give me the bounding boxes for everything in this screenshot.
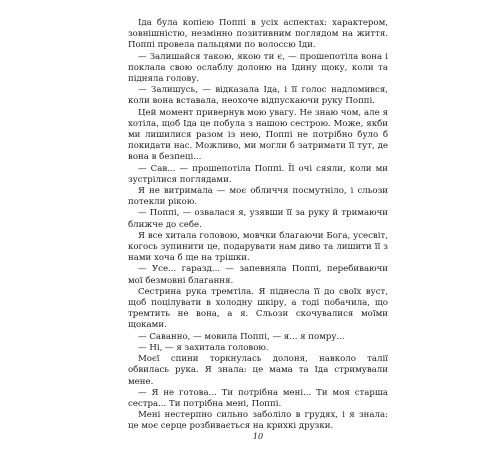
paragraph: Іда була копією Поппі в усіх аспектах: характером, зовнішністю, незмінно позитивним поглядом на життя. Поппі провела пальцями по волоссю Іди. (128, 18, 388, 51)
paragraph: Я все хитала головою, мовчки благаючи Бога, усесвіт, когось зупинити це, подарувати нам диво та лишити її з нами хоча б ще на трішки. (128, 230, 388, 264)
paragraph: — Саванно, — мовила Поппі, — я... я помру... (138, 331, 345, 342)
page-number: 10 (252, 432, 264, 441)
paragraph: — Поппі, — озвалася я, узявши її за руку й тримаючи ближче до себе. (128, 208, 388, 230)
paragraph: — Сав... — прошепотіла Поппі. Її очі сяяли, коли ми зустрілися поглядами. (128, 163, 388, 185)
paragraph: Я не витримала — моє обличчя посмутніло, і сльози потекли рікою. (128, 186, 388, 208)
paragraph: Цей момент привернув мою увагу. Не знаю чом, але я хотіла, щоб Іда це побула з нашою сестрою. Може, якби ми лишилися разом із нею, Поппі не потрібно було б покидати нас. Можливо, ми могли б затримати її тут, де вона в безпеці... (128, 107, 388, 163)
text-body (128, 18, 388, 433)
paragraph: — Я не готова... Ти потрібна мені... Ти моя старша сестра... Ти потрібна мені, Поппі. (128, 387, 388, 409)
paragraph: Моєї спини торкнулась долоня, навколо талії обвилась рука. Я знала: це мама та Іда стримували мене. (128, 354, 388, 387)
paragraph: — Залишусь, — відказала Іда, і її голос надломився, коли вона вставала, неохоче відпускаючи руку Поппі. (128, 85, 388, 107)
paragraph: — Залишайся такою, якою ти є, — прошепотіла вона і поклала свою ослаблу долоню на Ідину щоку, коли та підняла голову. (128, 51, 388, 85)
paragraph: Сестрина рука тремтіла. Я піднесла її до своїх вуст, щоб поцілувати в холодну шкіру, а тоді побачила, що тремтить не вона, а я. Сльози скочувалися моїми щоками. (128, 286, 388, 331)
paragraph: Мені нестерпно сильно заболіло в грудях, і я знала: це моє серце розбивається на крихкі друзки. (128, 410, 388, 432)
paragraph: — Ні, — я захитала головою. (138, 342, 269, 353)
book-page (128, 18, 388, 441)
paragraph: — Усе... гаразд... — запевняла Поппі, перебиваючи мої безмовні благання. (128, 264, 388, 286)
